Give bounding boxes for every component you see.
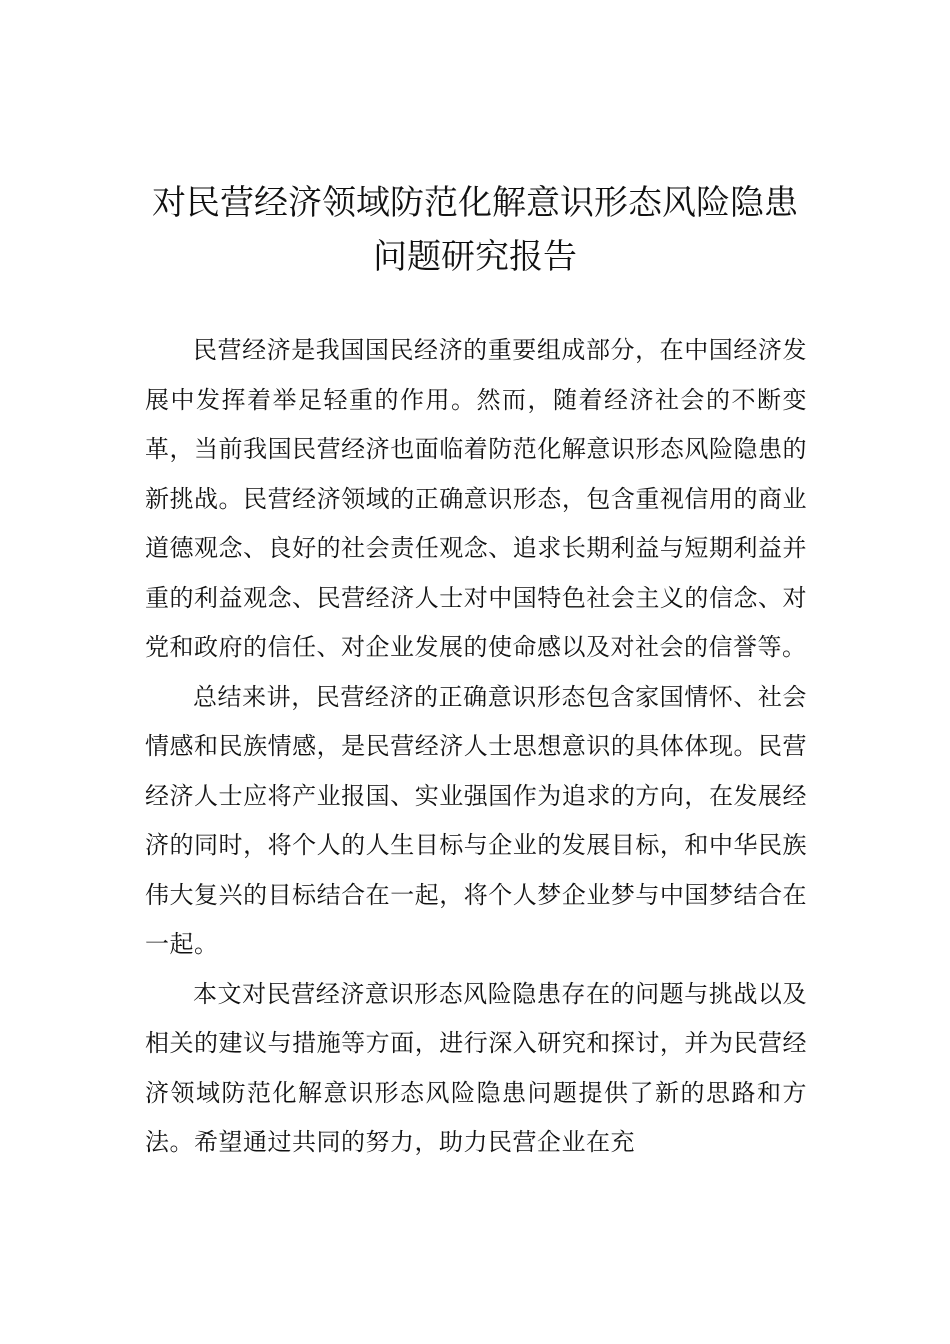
paragraph-1: 民营经济是我国国民经济的重要组成部分，在中国经济发展中发挥着举足轻重的作用。然而，随着经济社会的不断变革，当前我国民营经济也面临着防范化解意识形态风险隐患的新挑战。民营经济领域的正确意识形态，包含重视信用的商业道德观念、良好的社会责任观念、追求长期利益与短期利益并重的利益观念、民营经济人士对中国特色社会主义的信念、对党和政府的信任、对企业发展的使命感以及对社会的信誉等。 — [145, 336, 807, 661]
document-body — [145, 326, 807, 1168]
paragraph-2: 总结来讲，民营经济的正确意识形态包含家国情怀、社会情感和民族情感，是民营经济人士思想意识的具体体现。民营经济人士应将产业报国、实业强国作为追求的方向，在发展经济的同时，将个人的人生目标与企业的发展目标，和中华民族伟大复兴的目标结合在一起，将个人梦企业梦与中国梦结合在一起。 — [145, 682, 807, 958]
paragraph-3: 本文对民营经济意识形态风险隐患存在的问题与挑战以及相关的建议与措施等方面，进行深入研究和探讨，并为民营经济领域防范化解意识形态风险隐患问题提供了新的思路和方法。希望通过共同的努力，助力民营企业在充 — [145, 979, 807, 1156]
document-title: 对民营经济领域防范化解意识形态风险隐患问题研究报告 — [152, 183, 798, 277]
